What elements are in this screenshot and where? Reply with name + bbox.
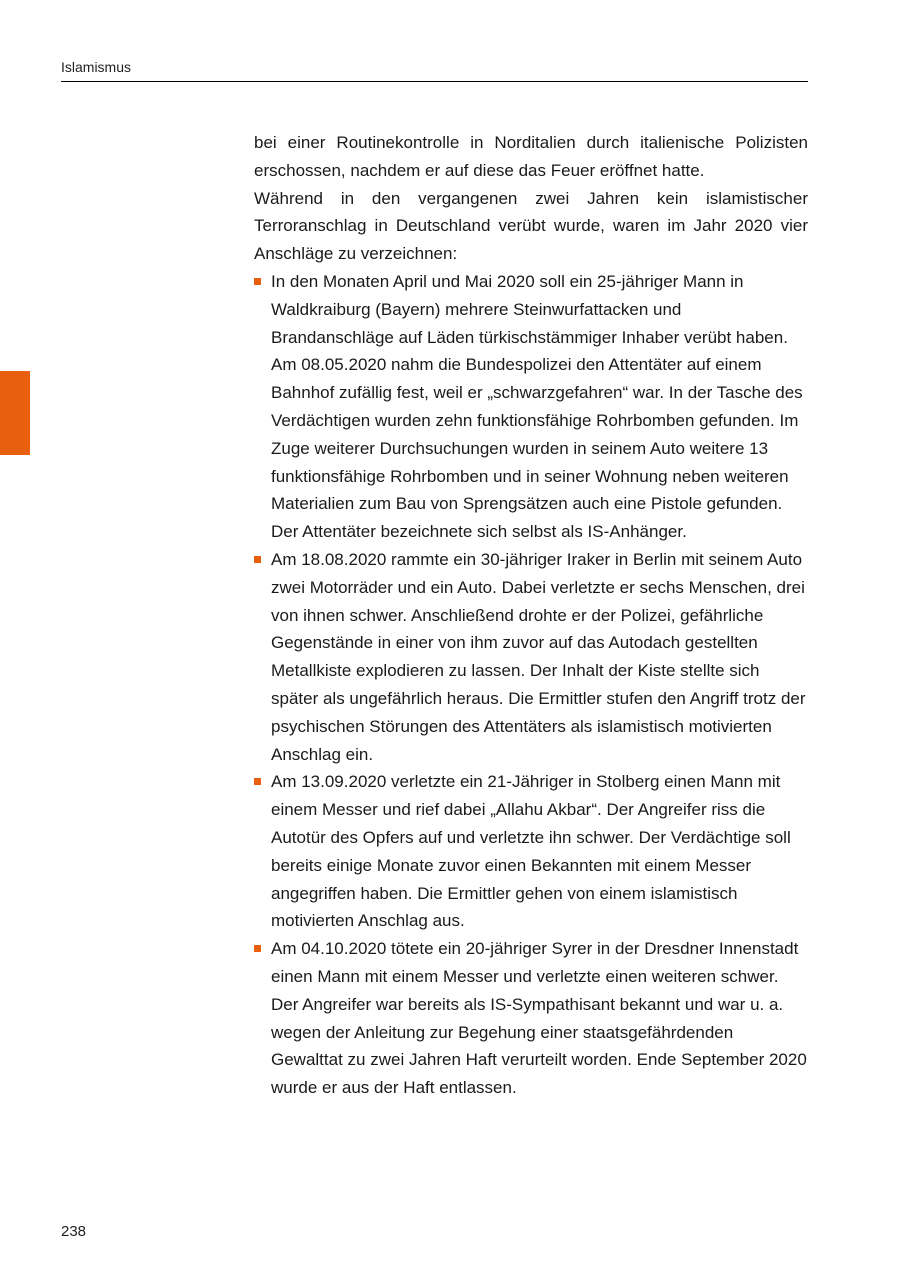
list-item-text: In den Monaten April und Mai 2020 soll ein 25-jähriger Mann in Waldkraiburg (Bayern) mehrere Steinwurfattacken und Brandanschläge auf Läden türkischstämmiger Inhaber verübt haben. Am 08.05.2020 nahm die Bundespolizei den Attentäter auf einem Bahnhof zufällig fest, weil er „schwarzgefahren“ war. In der Tasche des Verdächtigen wurden zehn funktionsfähige Rohrbomben gefunden. Im Zuge weiterer Durchsuchungen wurden in seinem Auto weitere 13 funktionsfähige Rohrbomben und in seiner Wohnung neben weiteren Materialien zum Bau von Sprengsätzen auch eine Pistole gefunden. Der Attentäter bezeichnete sich selbst als IS-Anhänger. bbox=[271, 271, 803, 542]
list-item-text: Am 04.10.2020 tötete ein 20-jähriger Syrer in der Dresdner Innenstadt einen Mann mit einem Messer und verletzte einen weiteren schwer. Der Angreifer war bereits als IS-Sympathisant bekannt und war u. a. wegen der Anleitung zur Begehung einer staatsgefährdenden Gewalttat zu zwei Jahren Haft verurteilt worden. Ende September 2020 wurde er aus der Haft entlassen. bbox=[271, 939, 807, 1098]
chapter-side-tab bbox=[0, 371, 30, 455]
intro-paragraph-1: bei einer Routinekontrolle in Norditalien durch italienische Polizisten erschossen, nachdem er auf diese das Feuer eröffnet hatte. bbox=[254, 133, 808, 180]
square-bullet-icon bbox=[254, 945, 261, 952]
list-item bbox=[254, 546, 808, 768]
header-divider bbox=[61, 81, 808, 82]
running-header-title: Islamismus bbox=[61, 59, 132, 75]
list-item bbox=[254, 768, 808, 935]
square-bullet-icon bbox=[254, 556, 261, 563]
attack-list bbox=[254, 268, 808, 1102]
square-bullet-icon bbox=[254, 778, 261, 785]
page-number: 238 bbox=[61, 1223, 87, 1240]
list-item-text: Am 18.08.2020 rammte ein 30-jähriger Iraker in Berlin mit seinem Auto zwei Motorräder und ein Auto. Dabei verletzte er sechs Menschen, drei von ihnen schwer. Anschließend drohte er der Polizei, gefährliche Gegenstände in einer von ihm zuvor auf das Autodach gestellten Metallkiste explodieren zu lassen. Der Inhalt der Kiste stellte sich später als ungefährlich heraus. Die Ermittler stufen den Angriff trotz der psychischen Störungen des Attentäters als islamistisch motivierten Anschlag ein. bbox=[271, 549, 806, 764]
list-item bbox=[254, 935, 808, 1102]
list-item bbox=[254, 268, 808, 546]
list-item-text: Am 13.09.2020 verletzte ein 21-Jähriger in Stolberg einen Mann mit einem Messer und rief dabei „Allahu Akbar“. Der Angreifer riss die Autotür des Opfers auf und verletzte ihn schwer. Der Verdächtige soll bereits einige Monate zuvor einen Bekannten mit einem Messer angegriffen haben. Die Ermittler gehen von einem islamistisch motivierten Anschlag aus. bbox=[271, 772, 791, 931]
intro-paragraph-2: Während in den vergangenen zwei Jahren kein islamistischer Terroranschlag in Deutschland verübt wurde, waren im Jahr 2020 vier Anschläge zu verzeichnen: bbox=[254, 188, 808, 264]
body-text bbox=[254, 129, 808, 1102]
square-bullet-icon bbox=[254, 278, 261, 285]
